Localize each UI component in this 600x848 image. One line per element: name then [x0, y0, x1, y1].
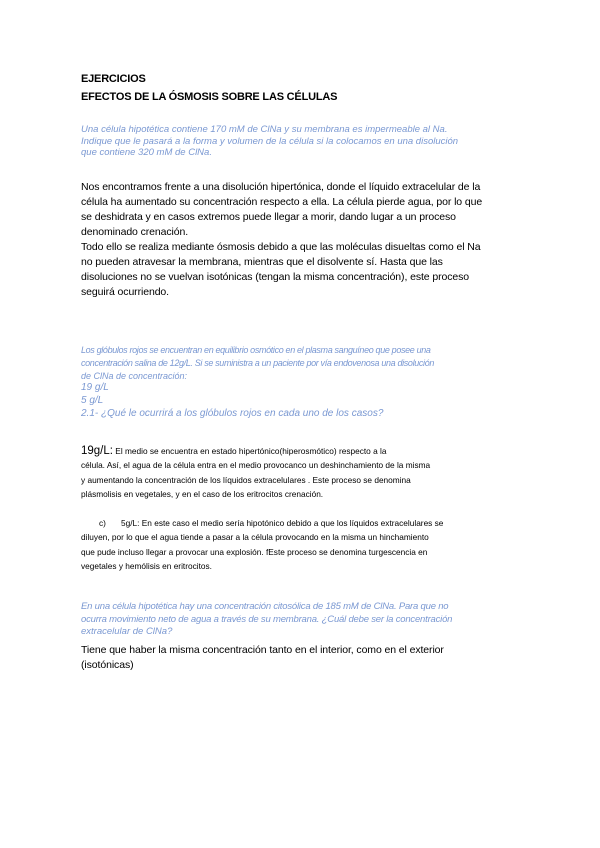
answer-1-line: disoluciones no se vuelvan isotónicas (tengan la misma concentración), este proceso [81, 271, 469, 283]
answer-4-line: (isotónicas) [81, 659, 134, 671]
question-2-line: Los glóbulos rojos se encuentran en equilibrio osmótico en el plasma sanguíneo que posee una [81, 345, 431, 355]
answer-2-lead: 19g/L: [81, 445, 113, 457]
answer-2-line: y aumentando la concentración de los líquidos extracelulares . Este proceso se denomina [81, 474, 411, 485]
answer-3-line: que pude incluso llegar a provocar una explosión. fEste proceso se denomina turgescencia en [81, 546, 428, 557]
answer-1 [81, 180, 521, 300]
question-3-line: extracelular de ClNa? [81, 626, 173, 637]
answer-1-line: célula ha aumentado su concentración respecto a ella. La célula pierde agua, por lo que [81, 196, 483, 208]
question-3 [81, 601, 521, 639]
answer-2-line: célula. Así, el agua de la célula entra en el medio provocanco un deshinchamiento de la misma [81, 460, 431, 471]
answer-3-first-line [81, 516, 526, 530]
question-1-line: Una célula hipotética contiene 170 mM de ClNa y su membrana es impermeable al Na. [81, 124, 448, 135]
answer-3 [81, 516, 526, 573]
list-marker: c) [99, 518, 106, 528]
question-2-line: concentración salina de 12g/L. Si se suministra a un paciente por vía endovenosa una disolución [81, 357, 434, 368]
answer-1-line: Nos encontramos frente a una disolución hipertónica, donde el líquido extracelular de la [81, 181, 481, 193]
answer-3-line: 5g/L: En este caso el medio sería hipotónico debido a que los líquidos extracelulares se [121, 518, 444, 528]
answer-1-line: seguirá ocurriendo. [81, 286, 169, 298]
question-2-line: de ClNa de concentración: [81, 370, 188, 381]
question-1-line: Indique que le pasará a la forma y volumen de la célula si la colocamos en una disolución [81, 135, 459, 147]
question-2-line: 2.1- ¿Qué le ocurrirá a los glóbulos rojos en cada uno de los casos? [81, 407, 384, 419]
answer-4 [81, 643, 521, 673]
answer-2-first-line-rest: El medio se encuentra en estado hipertónico(hiperosmótico) respecto a la [112, 446, 387, 456]
question-2 [81, 344, 521, 421]
answer-1-line: denominado crenación. [81, 226, 189, 238]
answer-3-line: diluyen, por lo que el agua tiende a pasar a la célula provocando en la misma un hinchamiento [81, 532, 429, 543]
question-2-line: 5 g/L [81, 395, 104, 407]
question-1 [81, 124, 521, 159]
question-2-line: 19 g/L [81, 382, 109, 394]
answer-3-line: vegetales y hemólisis en eritrocitos. [81, 560, 212, 571]
answer-1-line: Todo ello se realiza mediante ósmosis debido a que las moléculas disueltas como el Na [81, 241, 481, 253]
question-3-line: En una célula hipotética hay una concentración citosólica de 185 mM de ClNa. Para que no [81, 601, 449, 612]
question-3-line: ocurra movimiento neto de agua a través de su membrana. ¿Cuál debe ser la concentración [81, 613, 453, 625]
answer-2-first-line [81, 444, 526, 458]
answer-2-line: plásmolisis en vegetales, y en el caso de los eritrocitos crenación. [81, 488, 324, 499]
question-1-line: que contiene 320 mM de ClNa. [81, 147, 212, 158]
heading-line-1: EJERCICIOS [81, 73, 146, 85]
answer-1-line: no pueden atravesar la membrana, mientras que el disolvente sí. Hasta que las [81, 256, 443, 268]
answer-2 [81, 444, 526, 501]
answer-1-line: se deshidrata y en casos extremos puede llegar a morir, dando lugar a un proceso [81, 211, 456, 223]
heading-line-2: EFECTOS DE LA ÓSMOSIS SOBRE LAS CÉLULAS [81, 91, 338, 103]
answer-4-line: Tiene que haber la misma concentración tanto en el interior, como en el exterior [81, 644, 444, 656]
page-heading [81, 73, 521, 104]
